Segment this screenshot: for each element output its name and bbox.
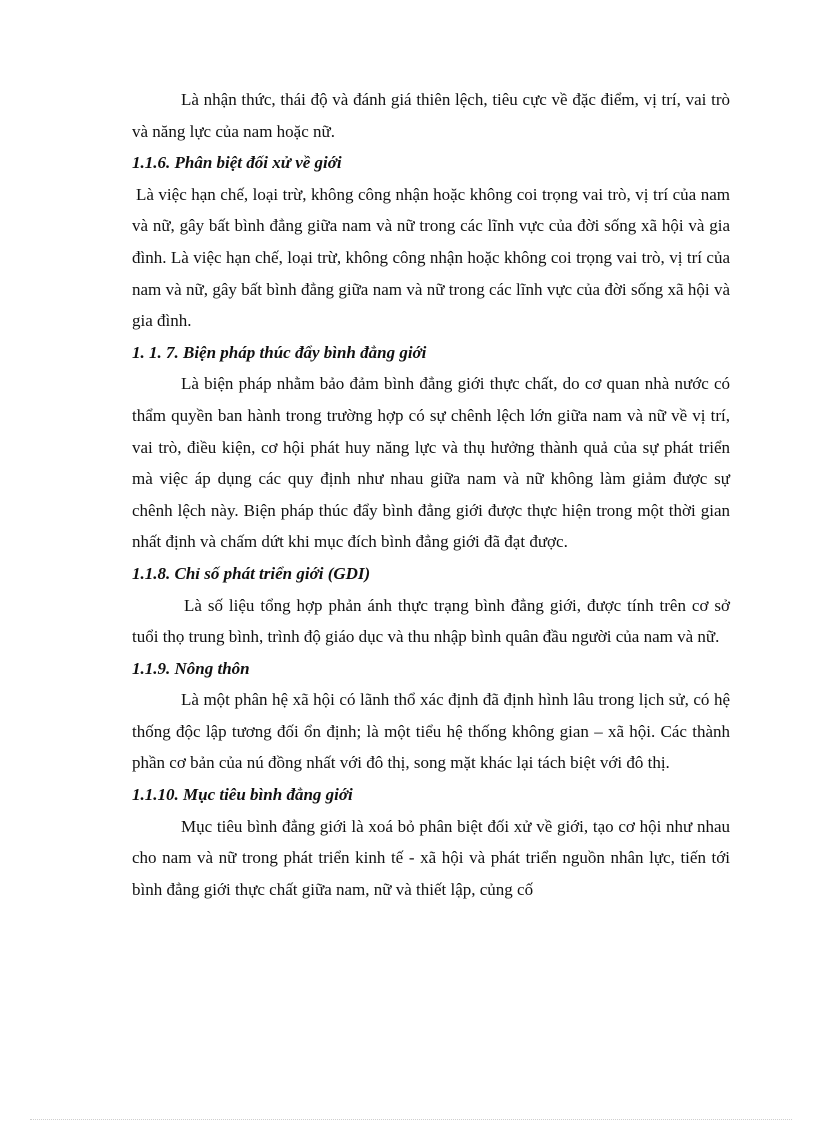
heading-1-1-6: 1.1.6. Phân biệt đối xử về giới	[132, 153, 342, 173]
paragraph-rural: Là một phân hệ xã hội có lãnh thổ xác định đã định hình lâu trong lịch sử, có hệ thống độc lập tương đối ổn định; là một tiểu hệ thống không gian – xã hội. Các thành phần cơ bản của nú đồng nhất với đô thị, song mặt khác lại tách biệt với đô thị.	[132, 690, 730, 773]
heading-1-1-10: 1.1.10. Mục tiêu bình đẳng giới	[132, 785, 353, 805]
paragraph-gdi: Là số liệu tổng hợp phản ánh thực trạng bình đẳng giới, được tính trên cơ sở tuổi thọ trung bình, trình độ giáo dục và thu nhập bình quân đầu người của nam và nữ.	[132, 595, 730, 647]
heading-1-1-8: 1.1.8. Chỉ số phát triển giới (GDI)	[132, 563, 371, 583]
heading-1-1-7: 1. 1. 7. Biện pháp thúc đẩy bình đẳng giới	[132, 342, 427, 362]
paragraph-equality-goals: Mục tiêu bình đẳng giới là xoá bỏ phân biệt đối xử về giới, tạo cơ hội như nhau cho nam và nữ trong phát triển kinh tế - xã hội và phát triển nguồn nhân lực, tiến tới bình đẳng giới thực chất giữa nam, nữ và thiết lập, củng cố	[132, 816, 730, 899]
heading-1-1-9: 1.1.9. Nông thôn	[132, 658, 250, 678]
paragraph-gender-prejudice: Là nhận thức, thái độ và đánh giá thiên lệch, tiêu cực về đặc điểm, vị trí, vai trò và năng lực của nam hoặc nữ.	[132, 90, 730, 141]
paragraph-gender-discrimination: Là việc hạn chế, loại trừ, không công nhận hoặc không coi trọng vai trò, vị trí của nam và nữ, gây bất bình đẳng giữa nam và nữ trong các lĩnh vực của đời sống xã hội và gia đình. Là việc hạn chế, loại trừ, không công nhận hoặc không coi trọng vai trò, vị trí của nam và nữ, gây bất bình đẳng giữa nam và nữ trong các lĩnh vực của đời sống xã hội và gia đình.	[132, 184, 730, 331]
document-page	[132, 84, 730, 905]
page-bottom-divider	[30, 1119, 792, 1120]
paragraph-equality-measures: Là biện pháp nhằm bảo đảm bình đẳng giới thực chất, do cơ quan nhà nước có thẩm quyền ban hành trong trường hợp có sự chênh lệch lớn giữa nam và nữ về vị trí, vai trò, điều kiện, cơ hội phát huy năng lực và thụ hưởng thành quả của sự phát triển mà việc áp dụng các quy định như nhau giữa nam và nữ không làm giảm được sự chênh lệch này. Biện pháp thúc đẩy bình đẳng giới được thực hiện trong một thời gian nhất định và chấm dứt khi mục đích bình đẳng giới đã đạt được.	[132, 374, 730, 552]
